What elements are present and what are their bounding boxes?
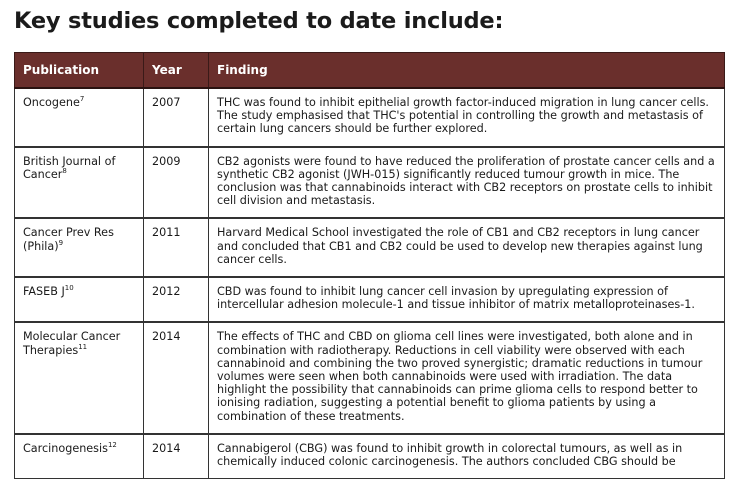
finding-cell: Harvard Medical School investigated the role of CB1 and CB2 receptors in lung cancer and concluded that CB1 and CB2 could be used to develop new therapies against lung cancer cells. <box>209 218 725 277</box>
publication-name: FASEB J <box>23 285 65 299</box>
reference-number: 11 <box>78 342 88 351</box>
year-cell: 2014 <box>144 322 209 433</box>
table-row <box>15 88 725 147</box>
table-body <box>15 88 725 479</box>
header-row <box>15 53 725 89</box>
header-finding: Finding <box>209 53 725 89</box>
publication-name: Carcinogenesis <box>23 441 108 455</box>
header-year: Year <box>144 53 209 89</box>
finding-cell: CB2 agonists were found to have reduced the proliferation of prostate cancer cells and a synthetic CB2 agonist (JWH-015) significantly reduced tumour growth in mice. The conclusion was that cannabinoids interact with CB2 receptors on prostate cells to inhibit cell division and metastasis. <box>209 147 725 219</box>
publication-cell <box>15 147 144 219</box>
reference-number: 9 <box>58 238 64 247</box>
year-cell: 2011 <box>144 218 209 277</box>
year-cell: 2009 <box>144 147 209 219</box>
page-heading: Key studies completed to date include: <box>14 8 504 34</box>
publication-cell <box>15 434 144 479</box>
year-cell: 2012 <box>144 277 209 322</box>
finding-cell: Cannabigerol (CBG) was found to inhibit growth in colorectal tumours, as well as in chemically induced colonic carcinogenesis. The authors concluded CBG should be <box>209 434 725 479</box>
publication-cell <box>15 322 144 433</box>
table-row <box>15 322 725 433</box>
publication-cell <box>15 88 144 147</box>
finding-cell: THC was found to inhibit epithelial growth factor-induced migration in lung cancer cells. The study emphasised that THC's potential in controlling the growth and metastasis of certain lung cancers should be further explored. <box>209 88 725 147</box>
reference-number: 7 <box>79 95 85 103</box>
reference-number: 10 <box>64 284 74 293</box>
year-cell: 2014 <box>144 434 209 479</box>
studies-table <box>14 52 725 479</box>
publication-name: Oncogene <box>23 96 80 109</box>
header-publication: Publication <box>15 53 144 89</box>
reference-number: 8 <box>62 166 67 175</box>
finding-cell: CBD was found to inhibit lung cancer cell invasion by upregulating expression of intercellular adhesion molecule-1 and tissue inhibitor of matrix metalloproteinases-1. <box>209 277 725 322</box>
publication-cell <box>15 218 144 277</box>
publication-name: British Journal of Cancer <box>23 154 116 181</box>
table-row <box>15 218 725 277</box>
table-header <box>15 53 725 89</box>
table-row <box>15 277 725 322</box>
finding-cell: The effects of THC and CBD on glioma cell lines were investigated, both alone and in combination with radiotherapy. Reductions in cell viability were observed with each cannabinoid and combining the two proved synergistic; dramatic reductions in tumour volumes were seen when both cannabinoids were used with irradiation. The data highlight the possibility that cannabinoids can prime glioma cells to respond better to ionising radiation, suggesting a potential benefit to glioma patients by using a combination of these treatments. <box>209 322 725 433</box>
publication-name: Molecular Cancer Therapies <box>23 330 121 357</box>
publication-cell <box>15 277 144 322</box>
year-cell: 2007 <box>144 88 209 147</box>
table-row <box>15 147 725 219</box>
publication-name: Cancer Prev Res (Phila) <box>23 226 114 253</box>
table-row <box>15 434 725 479</box>
reference-number: 12 <box>107 440 117 449</box>
